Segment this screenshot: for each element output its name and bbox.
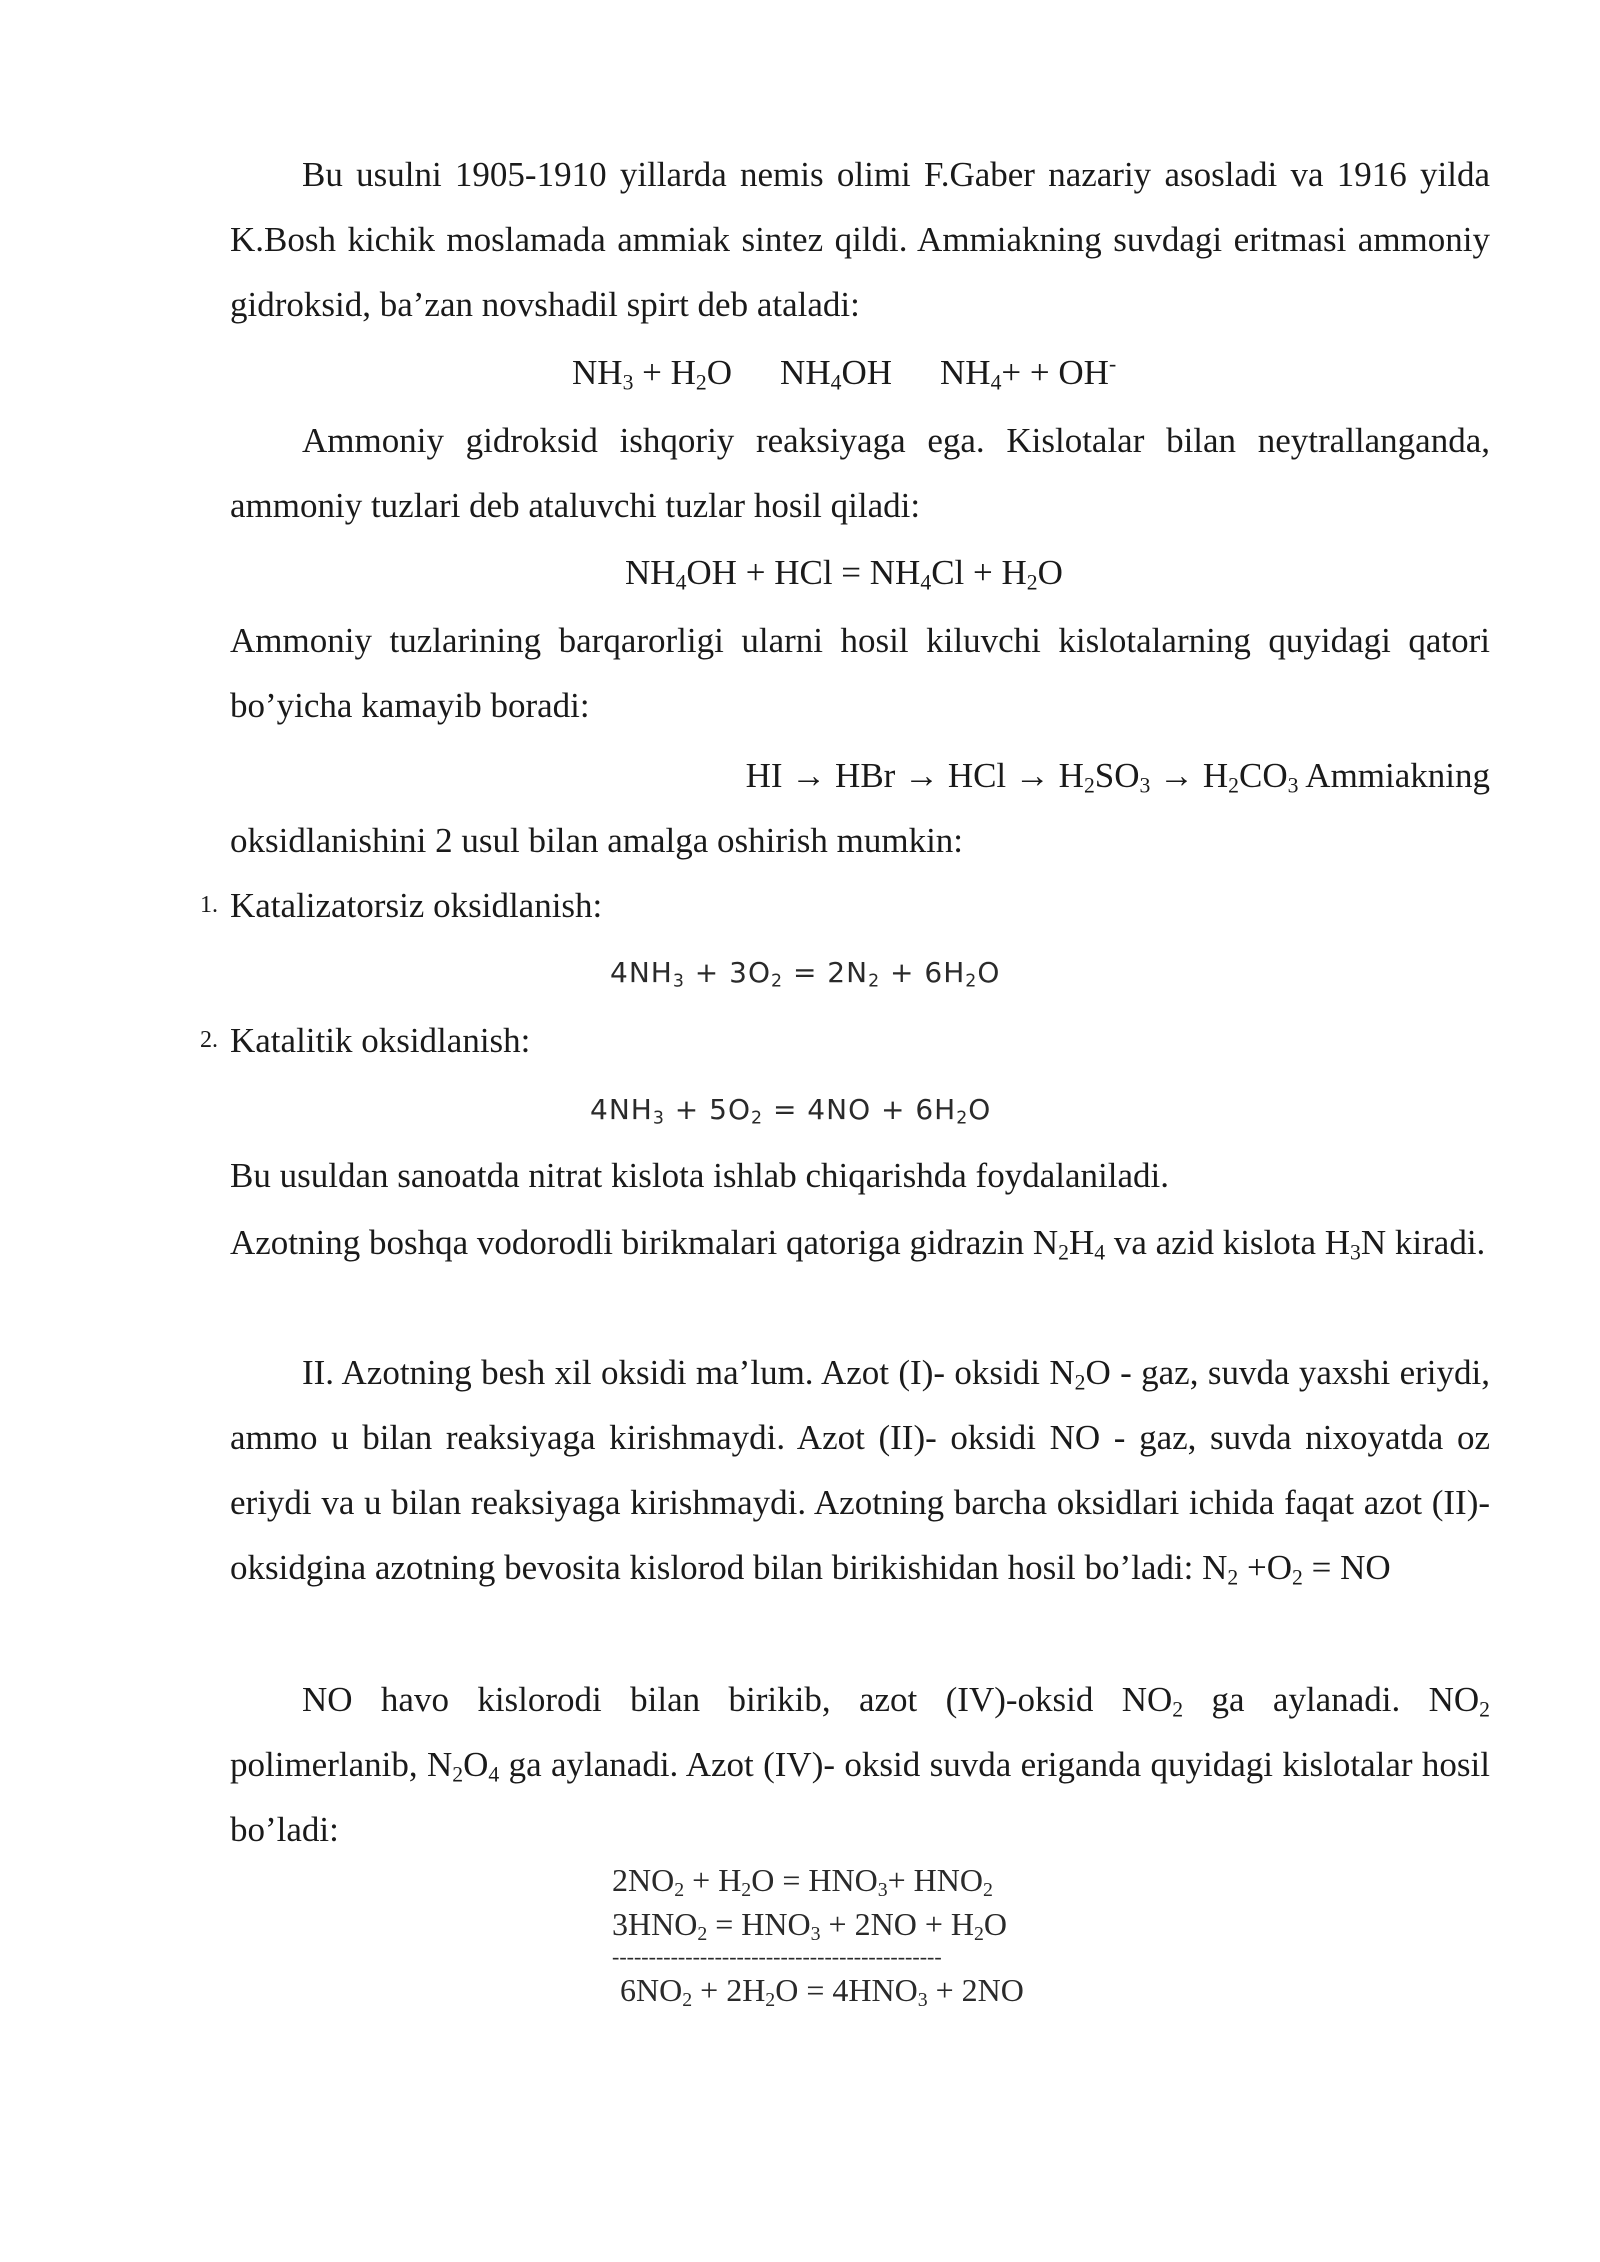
list-number-1: 1.: [200, 892, 218, 918]
paragraph-ammonium-hydroxide: Ammoniy gidroksid ishqoriy reaksiyaga ega. Kislotalar bilan neytrallanganda, ammoniy tuzlari deb ataluvchi tuzlar hosil qiladi:: [230, 421, 1490, 525]
equation-neutralization: $NH_4OH$ + HCl = $NH_4Cl + H_2O$: [625, 553, 1063, 595]
list-number-2: 2.: [200, 1027, 218, 1053]
equation-sum-rule: ---------------------------------------------: [612, 1944, 942, 1969]
equation-line-3: $6NO_2 + 2H_2O = 4HNO_3 + 2NO$: [620, 1972, 1024, 2011]
equation-acid-series: HI → HBr → HCl → $H_2SO_3 \to H_2CO_3$ Ammiakning: [745, 756, 1490, 798]
equation-block-nitric-acid: [612, 1858, 1024, 2012]
equation-ammonia-water: $NH_3 + H_2O$ $NH_4OH$ $NH_4+ + OH^-$: [572, 351, 1117, 395]
paragraph-industrial-use: Bu usuldan sanoatda nitrat kislota ishlab chiqarishda foydalaniladi.: [230, 1156, 1169, 1195]
equation-line-1: $2NO_2 + H_2O = HNO_3+ HNO_2$: [612, 1862, 993, 1901]
equation-line-2: $3HNO_2 = HNO_3 + 2NO + H_2O$: [612, 1906, 1007, 1945]
list-item-uncatalyzed: Katalizatorsiz oksidlanish:: [230, 886, 603, 925]
paragraph-nitrogen-dioxide: NO havo kislorodi bilan birikib, azot (IV)-oksid $NO_2$ ga aylanadi. $NO_2$ polimerlanib, $N_2O_4$ ga aylanadi. Azot (IV)- oksid suvda eriganda quyidagi kislotalar hosil bo’ladi:: [230, 1680, 1490, 1849]
paragraph-hydrogen-compounds: Azotning boshqa vodorodli birikmalari qatoriga gidrazin $N_2H_4$ va azid kislota $H_3N$ kiradi.: [230, 1223, 1486, 1265]
equation-catalytic-oxidation: $4NH_3 + 5O_2 = 4NO + 6H_2O$: [590, 1093, 992, 1129]
list-item-catalytic: Katalitik oksidlanish:: [230, 1021, 531, 1060]
equation-uncatalyzed-oxidation: $4NH_3 + 3O_2 = 2N_2 + 6H_2O$: [610, 956, 1001, 992]
paragraph-nitrogen-oxides: II. Azotning besh xil oksidi ma’lum. Azot (I)- oksidi $N_2O$ - gaz, suvda yaxshi eriydi, ammo u bilan reaksiyaga kirishmaydi. Azot (II)- oksidi NO - gaz, suvda nixoyatda oz eriydi va u bilan reaksiyaga kirishmaydi. Azotning barcha oksidlari ichida faqat azot (II)-oksidgina azotning bevosita kislorod bilan birikishidan hosil bo’ladi: $N_2 +O_2$ = NO: [230, 1353, 1490, 1590]
paragraph-stability: Ammoniy tuzlarining barqarorligi ularni hosil kiluvchi kislotalarning quyidagi qatori bo’yicha kamayib boradi:: [230, 621, 1490, 725]
paragraph-history: Bu usulni 1905-1910 yillarda nemis olimi F.Gaber nazariy asosladi va 1916 yilda K.Bosh kichik moslamada ammiak sintez qildi. Ammiakning suvdagi eritmasi ammoniy gidroksid, ba’zan novshadil spirt deb ataladi:: [230, 155, 1490, 324]
paragraph-oxidation-methods: oksidlanishini 2 usul bilan amalga oshirish mumkin:: [230, 821, 964, 860]
